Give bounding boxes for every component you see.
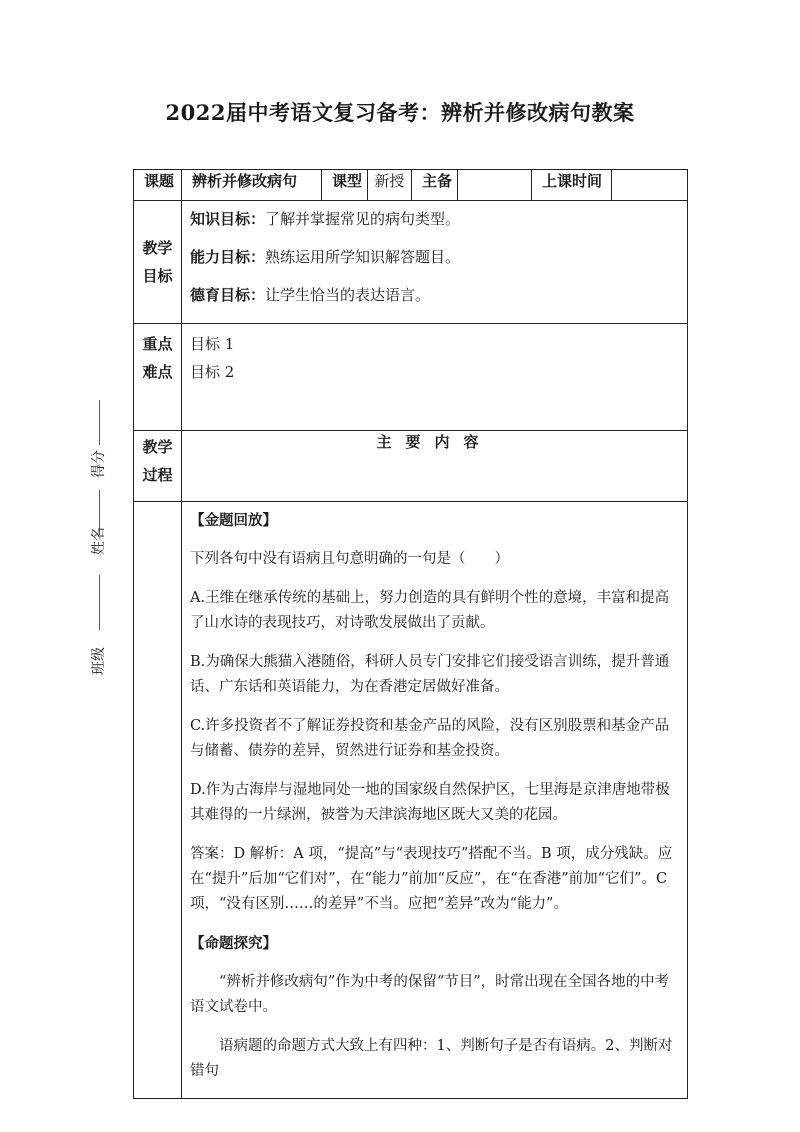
- answer-text: 答案：D 解析：A 项，“提高”与“表现技巧”搭配不当。B 项，成分残缺。应在“提升”后加“它们对”，在“能力”前加“反应”，在“在香港”前加“它们”。C 项，“没有区别……的差异”不当。应把“差异”改为“能力”。: [190, 846, 673, 912]
- process-label: [134, 431, 182, 502]
- score-label: 得分: [91, 450, 107, 478]
- key-points-label-line2: 难点: [142, 363, 173, 381]
- name-line: [99, 490, 100, 535]
- option-b: B.为确保大熊猫入港随俗，科研人员专门安排它们接受语言训练，提升普通话、广东话和英语能力，为在香港定居做好准备。: [190, 654, 670, 695]
- option-c: C.许多投资者不了解证券投资和基金产品的风险，没有区别股票和基金产品与储蓄、债券的差异，贸然进行证券和基金投资。: [190, 718, 670, 759]
- moral-goal-text: 让学生恰当的表达语言。: [265, 286, 431, 304]
- process-label-line1: 教学: [142, 438, 173, 456]
- document-title: 2022届中考语文复习备考：辨析并修改病句教案: [165, 100, 635, 125]
- name-label: 姓名: [91, 527, 107, 555]
- topic-label: 课题: [134, 170, 182, 201]
- goals-label-line2: 目标: [142, 267, 173, 285]
- content-left-cell: [134, 502, 182, 1099]
- type-label: 课型: [322, 170, 368, 201]
- section-title-golden: 【金题回放】: [190, 512, 277, 529]
- goals-content: [182, 201, 688, 324]
- main-content-title: 主要内容: [182, 431, 688, 502]
- goals-label: [134, 201, 182, 324]
- knowledge-goal-text: 了解并掌握常见的病句类型。: [265, 210, 461, 228]
- goals-label-line1: 教学: [142, 239, 173, 257]
- knowledge-goal-label: 知识目标：: [190, 210, 266, 228]
- paragraph-1: “辨析并修改病句”作为中考的保留“节目”，时常出现在全国各地的中考语文试卷中。: [190, 974, 670, 1015]
- ability-goal: [190, 247, 681, 267]
- knowledge-goal: [190, 209, 681, 229]
- option-d: D.作为古海岸与湿地同处一地的国家级自然保护区，七里海是京津唐地带极其难得的一片绿洲，被誉为天津滨海地区既大又美的花园。: [190, 782, 670, 823]
- key-points-label: [134, 324, 182, 431]
- content-row: [134, 502, 688, 1099]
- question-text: 下列各句中没有语病且句意明确的一句是（ ）: [190, 551, 509, 567]
- moral-goal-label: 德育目标：: [190, 286, 266, 304]
- class-label: 班级: [91, 647, 107, 675]
- process-row: [134, 431, 688, 502]
- class-line: [99, 575, 100, 630]
- time-value: [612, 170, 688, 201]
- goals-row: [134, 201, 688, 324]
- key-points-row: [134, 324, 688, 431]
- key-points-label-line1: 重点: [142, 335, 173, 353]
- process-label-line2: 过程: [142, 466, 173, 484]
- type-value: 新授: [368, 170, 412, 201]
- ability-goal-text: 熟练运用所学知识解答题目。: [265, 248, 461, 266]
- score-line: [99, 400, 100, 445]
- option-a: A.王维在继承传统的基础上，努力创造的具有鲜明个性的意境，丰富和提高了山水诗的表现技巧，对诗歌发展做出了贡献。: [190, 590, 670, 631]
- paragraph-2: 语病题的命题方式大致上有四种：1、判断句子是否有语病。2、判断对错句: [190, 1038, 673, 1079]
- topic-value: 辨析并修改病句: [182, 170, 322, 201]
- key-point-1: 目标 1: [190, 335, 235, 353]
- moral-goal: [190, 285, 681, 305]
- lead-label: 主备: [412, 170, 458, 201]
- time-label: 上课时间: [532, 170, 612, 201]
- key-point-2: 目标 2: [190, 363, 235, 381]
- content-body: [182, 502, 688, 1099]
- ability-goal-label: 能力目标：: [190, 248, 266, 266]
- header-row: [134, 170, 688, 201]
- lesson-plan-table: [133, 169, 688, 1099]
- key-points-content: [182, 324, 688, 431]
- lead-value: [458, 170, 532, 201]
- section-title-explore: 【命题探究】: [190, 935, 277, 952]
